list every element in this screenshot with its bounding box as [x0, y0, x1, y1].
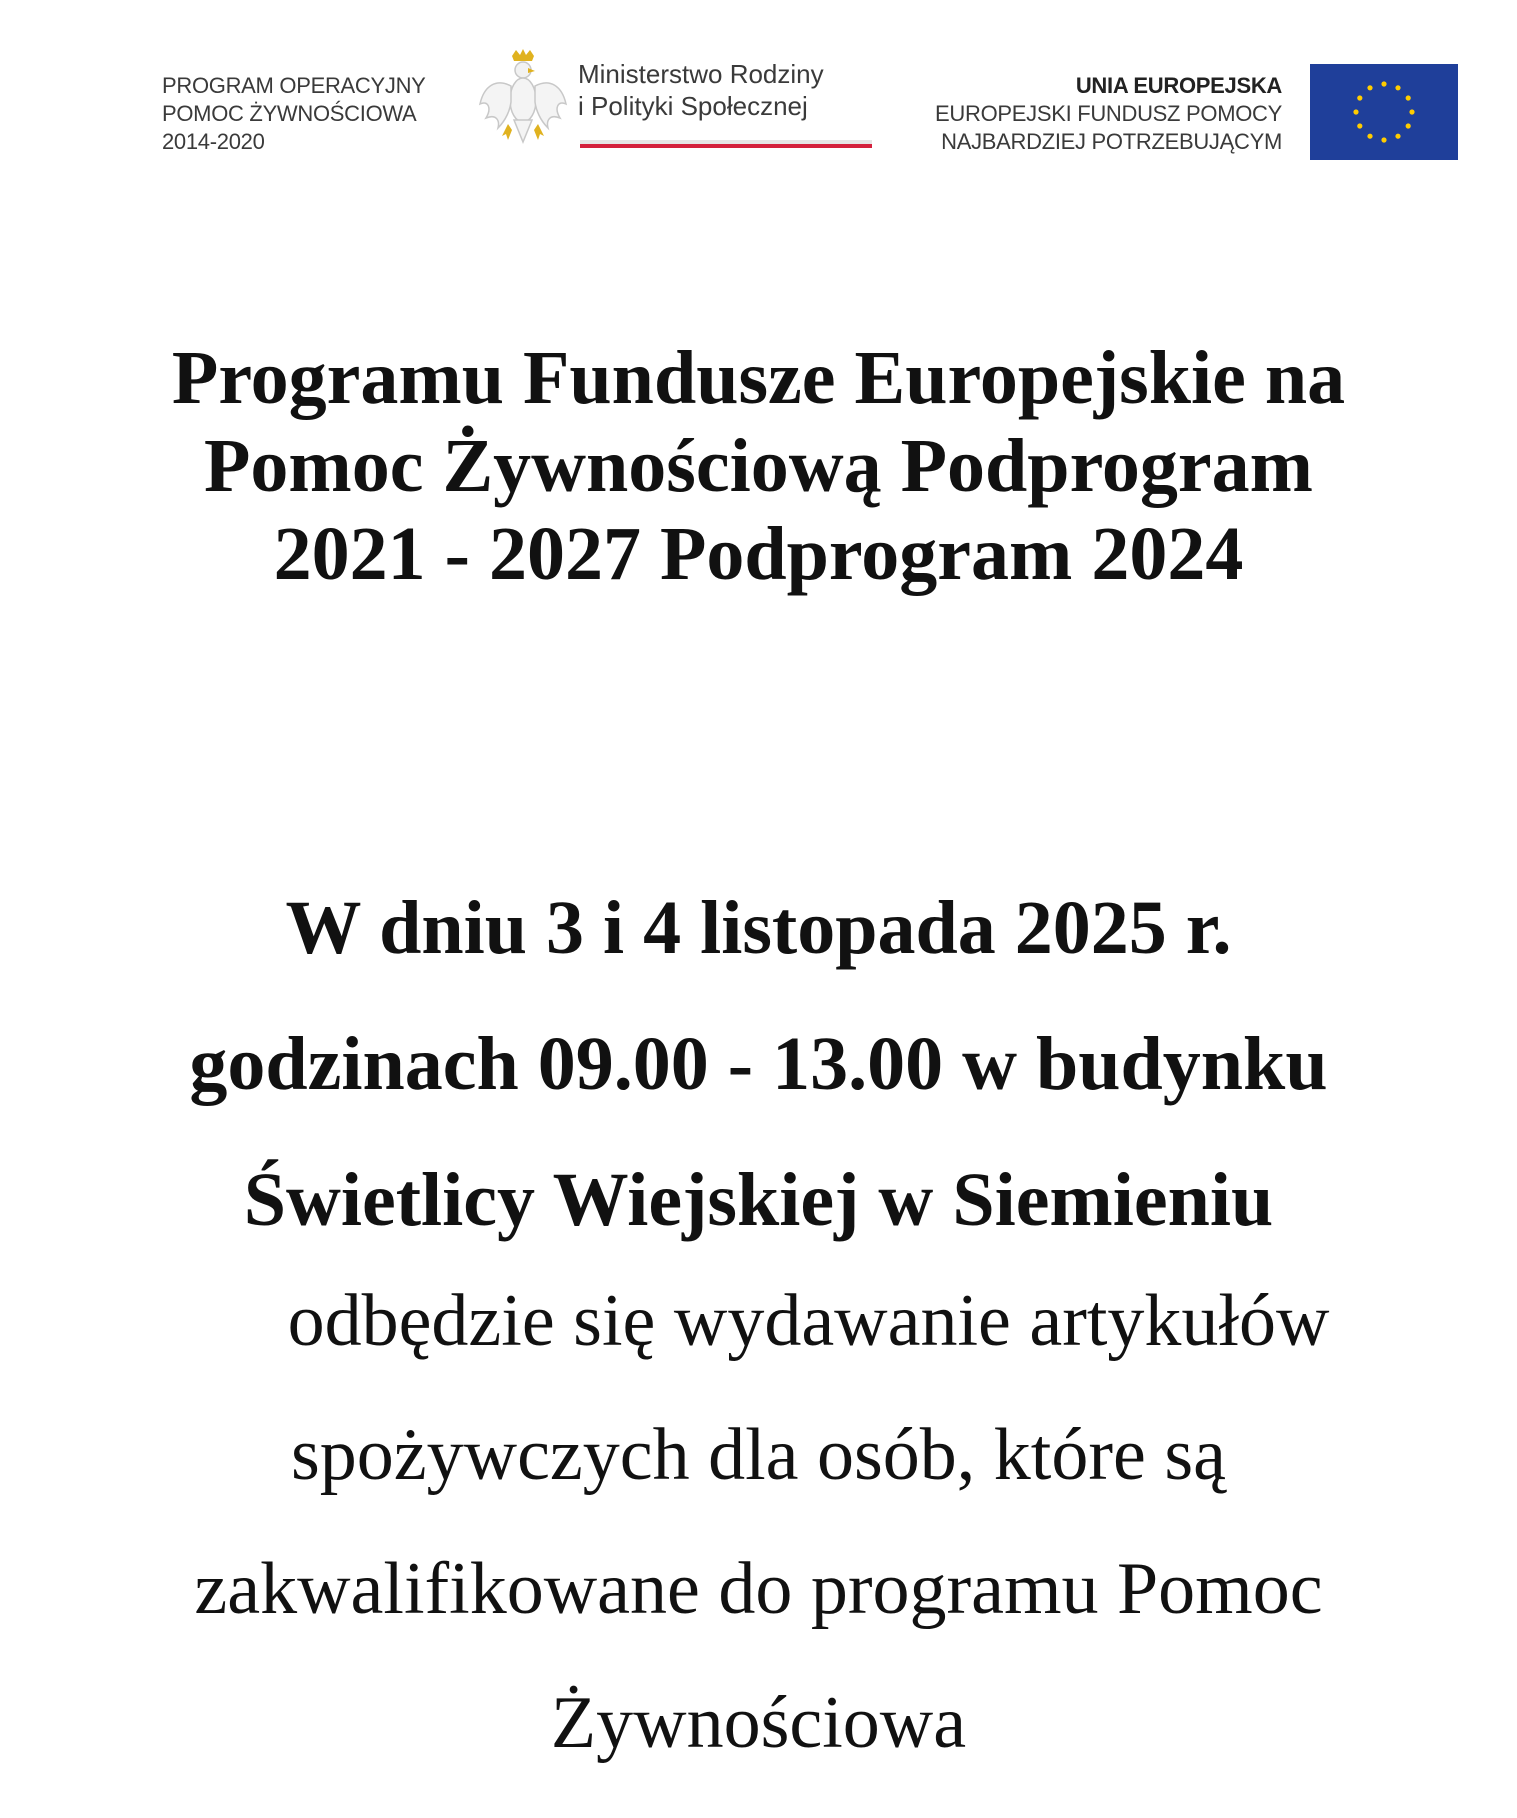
- eu-line-2: EUROPEJSKI FUNDUSZ POMOCY: [935, 101, 1282, 126]
- program-logo-line-2: POMOC ŻYWNOŚCIOWA: [162, 101, 417, 126]
- program-operacyjny-logo: [162, 72, 426, 156]
- polish-flag-stripe: [580, 140, 872, 148]
- program-logo-line-1: PROGRAM OPERACYJNY: [162, 73, 426, 98]
- body-line-2: spożywczych dla osób, które są: [290, 1414, 1226, 1496]
- program-logo-line-3: 2014-2020: [162, 129, 265, 154]
- ministry-line-2: i Polityki Społecznej: [578, 91, 808, 121]
- notice-line-place: Świetlicy Wiejskiej w Siemieniu: [243, 1158, 1274, 1242]
- eu-flag-icon: [1310, 64, 1458, 160]
- eu-fund-text: [935, 72, 1282, 156]
- title-line-1: Programu Fundusze Europejskie na: [171, 336, 1346, 420]
- body-line-4: Żywnościowa: [550, 1682, 967, 1764]
- body-line-3: zakwalifikowane do programu Pomoc: [194, 1548, 1323, 1630]
- white-eagle-emblem-icon: [478, 48, 568, 154]
- eu-line-3: NAJBARDZIEJ POTRZEBUJĄCYM: [941, 129, 1282, 154]
- notice-line-date: W dniu 3 i 4 listopada 2025 r.: [285, 886, 1232, 970]
- ministry-logo: [478, 48, 878, 158]
- eu-line-1: UNIA EUROPEJSKA: [1075, 73, 1282, 98]
- title-line-3: 2021 - 2027 Podprogram 2024: [273, 512, 1244, 596]
- body-line-1: odbędzie się wydawanie artykułów: [287, 1280, 1330, 1362]
- logo-bar: [0, 0, 1517, 180]
- announcement-body: [60, 1254, 1457, 1790]
- page-title: [100, 334, 1417, 598]
- title-line-2: Pomoc Żywnościową Podprogram: [204, 424, 1313, 508]
- date-location-notice: [60, 860, 1457, 1268]
- notice-line-hours: godzinach 09.00 - 13.00 w budynku: [189, 1022, 1328, 1106]
- ministry-name: [578, 58, 824, 122]
- ministry-line-1: Ministerstwo Rodziny: [578, 59, 824, 89]
